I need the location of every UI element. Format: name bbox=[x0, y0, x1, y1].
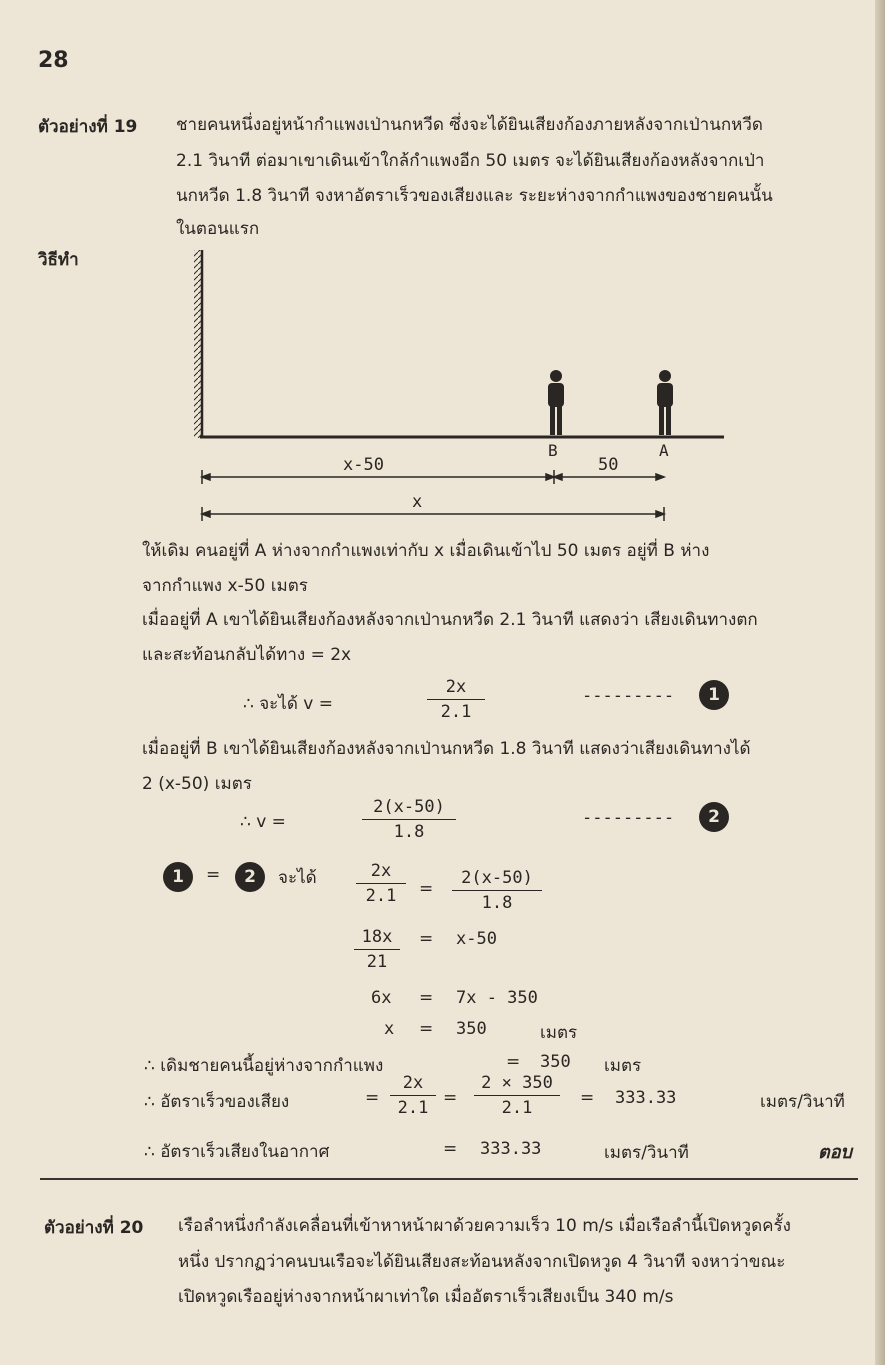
example-19-line: ในตอนแรก bbox=[176, 219, 260, 239]
example-19-label: ตัวอย่างที่ 19 bbox=[38, 117, 138, 137]
conclusion-speed-fraction-1 bbox=[390, 1073, 436, 1118]
equation-5-equals: = bbox=[419, 988, 434, 1008]
equation-6-equals: = bbox=[419, 1019, 434, 1039]
equation-5-rhs: 7x - 350 bbox=[456, 988, 538, 1008]
conclusion-air-speed-equals: = bbox=[443, 1139, 458, 1159]
fraction-numerator: 2x bbox=[390, 1073, 436, 1096]
example-20-label: ตัวอย่างที่ 20 bbox=[44, 1218, 144, 1238]
fraction-numerator: 18x bbox=[354, 927, 400, 950]
distance-50-label: 50 bbox=[598, 455, 619, 475]
fraction-numerator: 2 × 350 bbox=[474, 1073, 560, 1096]
conclusion-distance-text: ∴ เดิมชายคนนี้อยู่ห่างจากกำแพง bbox=[144, 1056, 384, 1076]
fraction-denominator: 21 bbox=[366, 952, 388, 972]
point-b-label: B bbox=[548, 441, 558, 460]
body-line: เมื่ออยู่ที่ B เขาได้ยินเสียงก้องหลังจากเป่านกหวีด 1.8 วินาที แสดงว่าเสียงเดินทางได้ bbox=[142, 739, 751, 759]
person-a-icon bbox=[657, 370, 673, 435]
conclusion-speed-equals: = bbox=[443, 1088, 458, 1108]
fraction-denominator: 2.1 bbox=[397, 1098, 429, 1118]
equation-3-mid-equals: = bbox=[419, 879, 434, 899]
equation-1-prefix: ∴ จะได้ v = bbox=[243, 694, 334, 714]
equation-3-right-fraction bbox=[452, 868, 542, 913]
example-20-line: เรือลำหนึ่งกำลังเคลื่อนที่เข้าหาหน้าผาด้วยความเร็ว 10 m/s เมื่อเรือลำนี้เปิดหวูดครั้ง bbox=[178, 1216, 791, 1236]
equation-6-lhs: x bbox=[384, 1019, 395, 1039]
conclusion-air-speed-text: ∴ อัตราเร็วเสียงในอากาศ bbox=[144, 1142, 330, 1162]
equation-marker-1: 1 bbox=[699, 680, 729, 710]
section-divider bbox=[40, 1178, 858, 1180]
body-line: ให้เดิม คนอยู่ที่ A ห่างจากกำแพงเท่ากับ x เมื่อเดินเข้าไป 50 เมตร อยู่ที่ B ห่าง bbox=[142, 541, 710, 561]
fraction-numerator: 2x bbox=[356, 861, 406, 884]
body-line: จากกำแพง x-50 เมตร bbox=[142, 576, 308, 596]
conclusion-air-speed-unit: เมตร/วินาที bbox=[604, 1143, 689, 1163]
conclusion-speed-unit: เมตร/วินาที bbox=[760, 1092, 845, 1112]
wall-diagram bbox=[0, 0, 885, 540]
fraction-numerator: 2x bbox=[427, 677, 485, 700]
fraction-denominator: 2.1 bbox=[365, 886, 397, 906]
example-19-line: ชายคนหนึ่งอยู่หน้ากำแพงเป่านกหวีด ซึ่งจะได้ยินเสียงก้องภายหลังจากเป่านกหวีด bbox=[176, 115, 763, 135]
equation-2-dashes: --------- bbox=[582, 808, 675, 828]
conclusion-speed-text: ∴ อัตราเร็วของเสียง bbox=[144, 1092, 290, 1112]
fraction-denominator: 2.1 bbox=[440, 702, 472, 722]
fraction-numerator: 2(x-50) bbox=[362, 797, 456, 820]
answer-label: ตอบ bbox=[818, 1142, 852, 1163]
conclusion-speed-value: 333.33 bbox=[615, 1088, 677, 1108]
equation-marker-2: 2 bbox=[235, 862, 265, 892]
example-20-line: เปิดหวูดเรืออยู่ห่างจากหน้าผาเท่าใด เมื่ออัตราเร็วเสียงเป็น 340 m/s bbox=[178, 1287, 674, 1307]
equation-5-lhs: 6x bbox=[371, 988, 392, 1008]
conclusion-distance-value: 350 bbox=[540, 1052, 571, 1072]
wall bbox=[194, 250, 202, 438]
fraction-denominator: 2.1 bbox=[501, 1098, 533, 1118]
conclusion-air-speed-value: 333.33 bbox=[480, 1139, 542, 1159]
equation-3-text: จะได้ bbox=[278, 868, 317, 888]
fraction-denominator: 1.8 bbox=[481, 893, 513, 913]
equation-4-fraction bbox=[354, 927, 400, 972]
conclusion-speed-equals: = bbox=[365, 1088, 380, 1108]
solution-label: วิธีทำ bbox=[38, 250, 79, 270]
fraction-numerator: 2(x-50) bbox=[452, 868, 542, 891]
equation-2-fraction bbox=[362, 797, 456, 842]
conclusion-distance-equals: = bbox=[506, 1052, 521, 1072]
fraction-denominator: 1.8 bbox=[393, 822, 425, 842]
equation-2-prefix: ∴ v = bbox=[240, 812, 286, 832]
dimension-lines bbox=[202, 470, 664, 521]
point-a-label: A bbox=[659, 441, 669, 460]
conclusion-distance-unit: เมตร bbox=[604, 1056, 642, 1076]
equation-marker-1: 1 bbox=[163, 862, 193, 892]
body-line: 2 (x-50) เมตร bbox=[142, 774, 252, 794]
conclusion-speed-equals: = bbox=[580, 1088, 595, 1108]
body-line: และสะท้อนกลับได้ทาง = 2x bbox=[142, 645, 352, 665]
person-b-icon bbox=[548, 370, 564, 435]
distance-x50-label: x-50 bbox=[343, 455, 384, 475]
equation-4-rhs: x-50 bbox=[456, 929, 497, 949]
equation-3-equals: = bbox=[206, 865, 221, 885]
equation-1-dashes: --------- bbox=[582, 686, 675, 706]
equation-1-fraction bbox=[427, 677, 485, 722]
equation-marker-2: 2 bbox=[699, 802, 729, 832]
equation-6-rhs: 350 bbox=[456, 1019, 487, 1039]
equation-3-left-fraction bbox=[356, 861, 406, 906]
equation-4-equals: = bbox=[419, 929, 434, 949]
page-number: 28 bbox=[38, 48, 69, 73]
distance-x-label: x bbox=[412, 492, 423, 512]
example-19-line: 2.1 วินาที ต่อมาเขาเดินเข้าใกล้กำแพงอีก 50 เมตร จะได้ยินเสียงก้องหลังจากเป่า bbox=[176, 151, 765, 171]
conclusion-speed-fraction-2 bbox=[474, 1073, 560, 1118]
example-19-line: นกหวีด 1.8 วินาที จงหาอัตราเร็วของเสียงและ ระยะห่างจากกำแพงของชายคนนั้น bbox=[176, 186, 773, 206]
example-20-line: หนึ่ง ปรากฏว่าคนบนเรือจะได้ยินเสียงสะท้อนหลังจากเปิดหวูด 4 วินาที จงหาว่าขณะ bbox=[178, 1252, 786, 1272]
body-line: เมื่ออยู่ที่ A เขาได้ยินเสียงก้องหลังจากเป่านกหวีด 2.1 วินาที แสดงว่า เสียงเดินทางตก bbox=[142, 610, 758, 630]
equation-6-unit: เมตร bbox=[540, 1023, 578, 1043]
